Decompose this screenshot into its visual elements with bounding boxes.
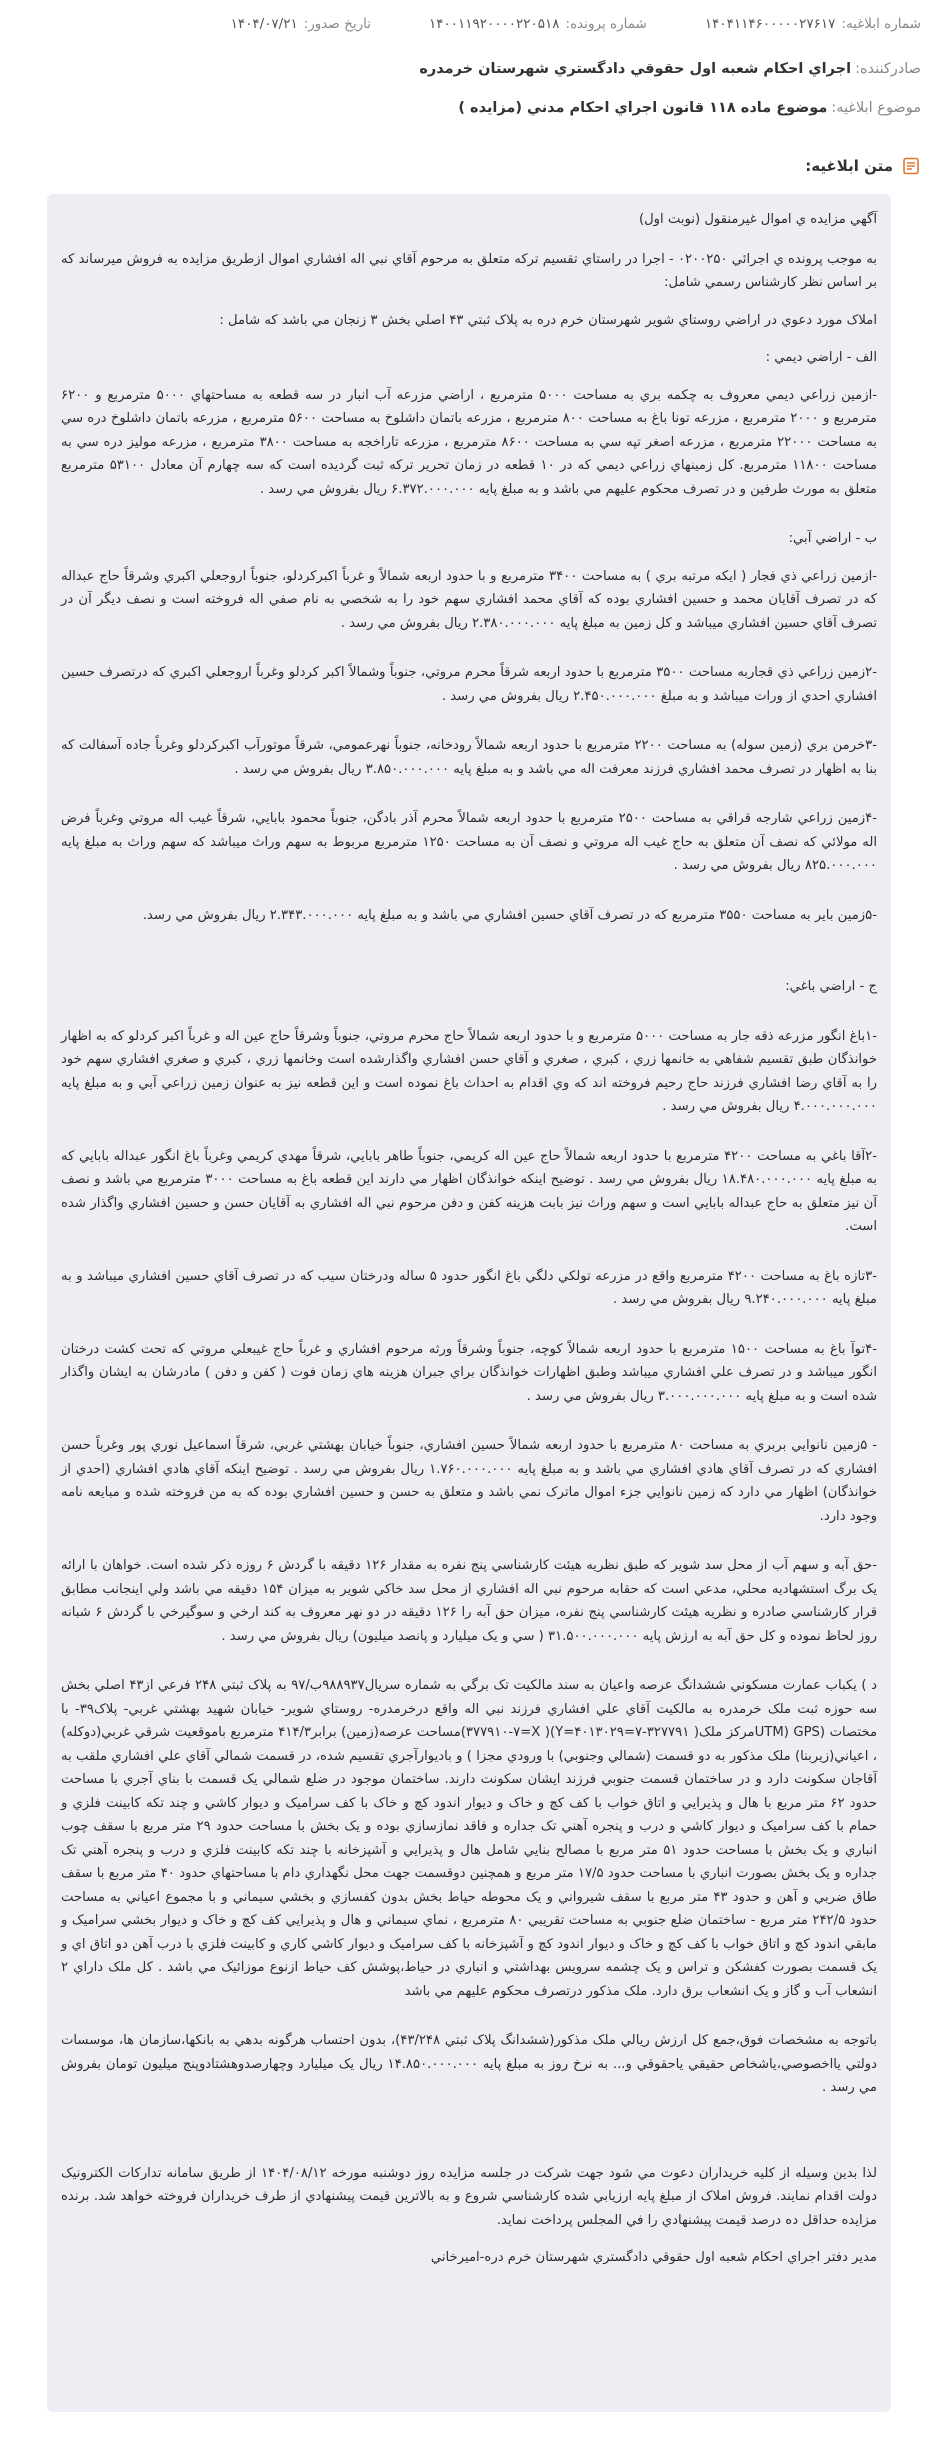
closing-text: لذا بدين وسيله از کليه خريداران دعوت مي شود جهت شرکت در جلسه مزايده روز دوشنبه مورخه ۱۴۰۴/۰۸/۱۲ از طريق سامانه تدارکات الکترونيک دولت اقدام نمايند. فروش املاک از مبلغ پايه ارزيابي شده کارشناسي شروع و به بالاترين قيمت پيشنهادي از طرف خريداران فروخته خواهد شد. برنده مزايده حداقل ده درصد قيمت پيشنهادي را في المجلس پرداخت نمايد. — [61, 2165, 877, 2228]
section-c-item: -۲آقا باغي به مساحت ۴۲۰۰ مترمربع با حدود اربعه شمالاً حاج عين اله کريمي، جنوباً طاهر بابايي، شرقاً مهدي کريمي وغرباً باغ انگور عبداله بابايي که به مبلغ پايه ۱۸.۴۸۰.۰۰۰.۰۰۰ ريال بفروش مي رسد . توضيح اينکه خوانذگان اظهار مي دارند اين قطعه باغ به مساحت ۳۰۰۰ مترمربع مي باشد و نصف آن نيز متعلق به حاج عبداله بابايي است و سهم وراث نيز بابت هزينه کفن و دفن مرحوم نبي اله افشاري به آقايان حسن و حسين افشاري واگذار شده است. — [61, 1148, 877, 1234]
section-a-text: -ازمين زراعي ديمي معروف به چکمه بري به مساحت ۵۰۰۰ مترمربع ، اراضي مزرعه آب انبار در سه قطعه به مساحتهاي ۵۰۰۰ مترمربع و ۶۲۰۰ مترمربع و ۲۰۰۰ مترمربع ، مزرعه تونا باغ به مساحت ۸۰۰ مترمربع ، مزرعه باتمان داشلوخ به مساحت ۵۶۰۰ مترمربع ، مزرعه باتمان داشلوخ دره سي به مساحت ۲۲۰۰۰ مترمربع ، مزرعه اصغر تپه سي به مساحت ۸۶۰۰ مترمربع ، مزرعه تاراخجه به مساحت ۳۸۰۰ مترمربع ، مزرعه موليز دره سي به مساحت ۱۱۸۰۰ مترمربع. کل زمينهاي زراعي ديمي که در ۱۰ قطعه در زمان تحرير ترکه ثبت گرديده است که سه چهارم آن معادل ۵۳۱۰۰ مترمربع متعلق به مورث طرفين و در تصرف محکوم عليهم مي باشد و به مبلغ پايه ۶.۳۷۲.۰۰۰.۰۰۰ ريال بفروش مي رسد . — [61, 387, 877, 497]
notice-text-heading — [805, 156, 921, 176]
valuation-text: باتوجه به مشخصات فوق،جمع کل ارزش ريالي ملک مذکور(ششدانگ پلاک ثبتي ۴۳/۲۴۸)، بدون احتساب هرگونه بدهي به بانکها،سازمان ها، موسسات دولتي يااخصوصي،ياشخاص حقيقي ياحقوقي و... به نرخ روز به مبلغ پايه ۱۴.۸۵۰.۰۰۰.۰۰۰ ريال يک ميليارد وچهارصدوهشتادوپنج ميليون تومان بفروش مي رسد . — [61, 2033, 877, 2095]
section-b-title: ب - اراضي آبي: — [788, 531, 877, 546]
case-number: شماره پرونده:۱۴۰۰۱۱۹۲۰۰۰۰۲۲۰۵۱۸ — [429, 16, 647, 32]
notice-text-label: متن ابلاغيه: — [805, 157, 893, 175]
subject-line: موضوع ابلاغيه:موضوع ماده ۱۱۸ قانون اجراي احکام مدني (مزايده ) — [458, 100, 921, 116]
section-b-item: -۴زمين زراعي شارجه قراقي به مساحت ۲۵۰۰ مترمربع با حدود اربعه شمالاً محرم آذر بادگن، جنوباً محمود بابايي، شرقاً غيب اله مروتي وغرباً فرض اله مولائي که نصف آن متعلق به حاج غيب اله مروتي و نصف آن به مساحت ۱۲۵۰ مترمربع مربوط به سهم وراث ميباشد که سهم وراث به مبلغ پايه ۸۲۵.۰۰۰.۰۰۰ ريال بفروش مي رسد . — [61, 811, 878, 873]
section-c-title: ج - اراضي باغي: — [785, 979, 877, 994]
document-icon — [901, 156, 921, 176]
notice-title: آگهي مزايده ي اموال غيرمنقول (نوبت اول) — [638, 212, 877, 227]
notice-intro: به موجب پرونده ي اجرائي ۰۲۰۰۲۵۰ - اجرا در راستاي تقسيم ترکه متعلق به مرحوم آقاي نبي اله افشاري اموال ازطريق مزايده به فروش ميرساند که بر اساس نظر کارشناس رسمي شامل: — [61, 251, 877, 290]
section-c-item: - ۵زمين نانوايي بربري به مساحت ۸۰ مترمربع با حدود اربعه شمالاً حسين افشاري، جنوباً خيابان بهشتي غربي، شرقاً اسماعيل نوري پور وغرباً حسن افشاري که در تصرف آقاي هادي افشاري مي باشد و به مبلغ پايه ۱.۷۶۰.۰۰۰.۰۰۰ ريال بفروش مي رسد . توضيح اينکه آقاي هادي افشاري (احدي از خوانذگان) اظهار مي دارد که زمين نانوايي جزء اموال ماترک نمي باشد و متعلق به حسن و حسين افشاري بوده که به من فروخته شده و مبايعه نامه وجود دارد. — [61, 1438, 878, 1524]
notice-number: شماره ابلاغيه:۱۴۰۴۱۱۴۶۰۰۰۰۰۲۷۶۱۷ — [704, 16, 921, 32]
section-b-item: -۵زمين باير به مساحت ۳۵۵۰ مترمربع که در تصرف آقاي حسين افشاري مي باشد و به مبلغ پايه ۲.۳۴۳.۰۰۰.۰۰۰ ريال بفروش مي رسد. — [142, 907, 877, 923]
water-rights: -حق آبه و سهم آب از محل سد شوير که طبق نظريه هيئت کارشناسي پنج نفره به مقدار ۱۲۶ دقيقه با گردش ۶ روزه ذکر شده است. خواهان با ارائه يک برگ استشهاديه محلي، مدعي است که حقابه مرحوم نبي اله افشاري از محل سد خاکي شوير به ميزان ۱۵۴ دقيقه مي باشد ولي اينجانب مطابق قرار کارشناسي صادره و نظريه هيئت کارشناسي پنج نفره، ميزان حق آبه را ۱۲۶ دقيقه در دو نهر معروف به کند ارخي و سوگيرخي با گردش ۶ شبانه روز لحاظ نموده و کل حق آبه به ارزش پايه ۳۱.۵۰۰.۰۰۰.۰۰۰ ( سي و يک ميليارد و پانصد ميليون) ريال بفروش مي رسد . — [61, 1558, 878, 1644]
notice-body — [47, 194, 891, 2412]
signature: مدير دفتر اجراي احکام شعبه اول حقوقي دادگستري شهرستان خرم دره-اميرخاني — [430, 2250, 877, 2265]
notice-meta-row — [0, 0, 939, 48]
issue-date: تاريخ صدور:۱۴۰۴/۰۷/۲۱ — [230, 16, 372, 32]
section-c-item: -۴توآ باغ به مساحت ۱۵۰۰ مترمربع با حدود اربعه شمالاً کوچه، جنوباً وشرقاً ورثه مرحوم افشاري و غرباً حاج غيبعلي مروتي که تحت کشت درختان انگور ميباشد و در تصرف علي افشاري ميباشد وطبق اظهارات خوانذگان براي جبران هزينه هاي زمان فوت ( کفن و دفن ) مادرشان به ايشان واگذار شده است و به مبلغ پايه ۳.۰۰۰.۰۰۰.۰۰۰ ريال بفروش مي رسد . — [61, 1341, 877, 1404]
section-c-item: -۱باغ انگور مزرعه ذقه جار به مساحت ۵۰۰۰ مترمربع و با حدود اربعه شمالاً حاج محرم مروتي، جنوباً وشرقاً حاج عين اله و غرباً اکبر کردلو که به اظهار خوانذگان طبق تقسيم شفاهي به خانمها زري ، کبري ، صغري و آقاي حسن افشاري واگذارشده است وخانمها زري ، کبري و صغري افشاري سهم خود را به آقاي رضا افشاري فرزند حاج رحيم فروخته اند که وي اقدام به احداث باغ نموده است و اين قطعه نيز به عنوان زمين زراعي آبي و به مبلغ پايه ۴.۰۰۰.۰۰۰.۰۰۰ ريال بفروش مي رسد . — [61, 1028, 878, 1114]
section-d-text: د ) يکباب عمارت مسکوني ششدانگ عرصه واعيان به سند مالکيت تک برگي به شماره سريال۹۸۸۹۳۷ب/۹۷ به پلاک ثبتي ۲۴۸ فرعي از۴۳ اصلي بخش سه حوزه ثبت ملک خرمدره به مالکيت آقاي علي افشاري فرزند نبي اله واقع درخرمدره- روستاي شوير- خيابان شهيد بهشتي غربي- پلاک۳۹- با مختصات (GPS (UTMمرکز ملک( ۳۲۷۷۹۱-۷=۴۰۱۳۰۲۹=Y)( ۳۷۷۹۱۰-۷=X)مساحت عرصه(زمين) برابر۴۱۴/۳ مترمربع باموقعيت شرقي غربي(دوکله) ، اعياني(زيربنا) ملک مذکور به دو قسمت (شمالي وجنوبي) با ورودي مجزا ) و باديوارآجري تقسيم شده، در قسمت شمالي آقاي علي افشاري ملقب به آقاجان سکونت دارد و در ساختمان قسمت جنوبي فرزند ايشان سکونت دارند. ساختمان موجود در ضلع شمالي يک قسمت با بناي آجري با مساحت حدود ۶۲ متر مربع با هال و پذيرايي و اتاق خواب با کف کچ و خاک و ديوار اندود کچ و خاک با کف سراميک و ديوار کاشي و چند تکه کابينت فلزي و حمام با کف سراميک و ديوار کاشي و درب و پنجره آهني تک جداره و فاقد نمازسازي بوده و يک بخش با مساحت حدود ۲۹ متر مربع با سقف چوب انباري و يک بخش با مساحت حدود ۵۱ متر مربع با مصالح بنايي شامل هال و پذيرايي و آشپزخانه با چند تکه کابينت فلزي و درب و پنجره آهني تک جداره و يک بخش بصورت انباري با مساحت حدود ۱۷/۵ متر مربع و همچنين دوقسمت جهت محل نگهداري دام با مساحتهاي حدود ۴۰ متر مربع با سقف طاق ضربي و آهن و حدود ۴۳ متر مربع با سقف شيرواني و يک محوطه حياط بخش بدون کفسازي و بخشي سيماني و با مجموع اعياني به مساحت حدود ۲۴۲/۵ متر مربع - ساختمان ضلع جنوبي به مساحت تقريبي ۸۰ مترمربع ، نماي سيماني و هال و پذيرايي کف کچ و خاک و ديوار بخشي سراميک و مابقي اندود کچ و اتاق خواب با کف کچ و خاک و ديوار اندود کچ و آشپزخانه با کف سراميک و ديوار کاشي کاري و کابينت فلزي با درب آهن دو اتاق اي و يک قسمت بصورت کفشکن و تراس و يک چشمه سرويس بهداشتي و انباري در حياط،پوشش کف حياط ازنوع موزائيک مي باشد . کل ملک داراي ۲ انشعاب آب و گاز و يک انشعاب برق دارد. ملک مذکور درتصرف محکوم عليهم مي باشد — [61, 1678, 878, 1999]
section-c-item: -۳تازه باغ به مساحت ۴۲۰۰ مترمربع واقع در مزرعه تولکي دلگي باغ انگور حدود ۵ ساله ودرختان سيب که در تصرف آقاي حسين افشاري ميباشد و به مبلغ پايه ۹.۲۴۰.۰۰۰.۰۰۰ ريال بفروش مي رسد . — [61, 1268, 878, 1307]
section-b-item: -ازمين زراعي ذي فجار ( ايکه مرتبه بري ) به مساحت ۳۴۰۰ مترمربع و با حدود اربعه شمالاً و غرباً اکبرکردلو، جنوباً اروجعلي اکبري وشرقاً حاج عبداله که در تصرف آقايان محمد و حسين افشاري بوده که آقاي محمد افشاري سهم خود را به شخصي به نام صفي اله فروخته است و نصف ديگر آن در تصرف آقاي حسين افشاري ميباشد و کل زمين به مبلغ پايه ۲.۳۸۰.۰۰۰.۰۰۰ ريال بفروش مي رسد . — [61, 568, 877, 631]
section-a-title: الف - اراضي ديمي : — [765, 350, 877, 365]
notice-location: املاک مورد دعوي در اراضي روستاي شوير شهرستان خرم دره به پلاک ثبتي ۴۳ اصلي بخش ۳ زنجان مي باشد که شامل : — [219, 312, 877, 328]
section-b-item: -۲زمين زراعي ذي قجاربه مساحت ۳۵۰۰ مترمربع با حدود اربعه شرقاً محرم مروتي، جنوباً وشمالاً اکبر کردلو وغرباً اروجعلي اکبري که درتصرف حسين افشاري احدي از ورات ميباشد و به مبلغ ۲.۴۵۰.۰۰۰.۰۰۰ ريال بفروش مي رسد . — [61, 665, 877, 704]
issuer-line: صادرکننده:اجراي احکام شعبه اول حقوقي دادگستري شهرستان خرمدره — [419, 61, 921, 77]
section-b-item: -۳خرمن بري (زمين سوله) به مساحت ۲۲۰۰ مترمربع با حدود اربعه شمالاً رودخانه، جنوباً نهرعمومي، شرقاً موتورآب اکبرکردلو وغرباً جاده آسفالت که بنا به اظهار در تصرف محمد افشاري فرزند معرفت اله مي باشد و به مبلغ پايه ۳.۸۵۰.۰۰۰.۰۰۰ ريال بفروش مي رسد . — [61, 738, 877, 777]
